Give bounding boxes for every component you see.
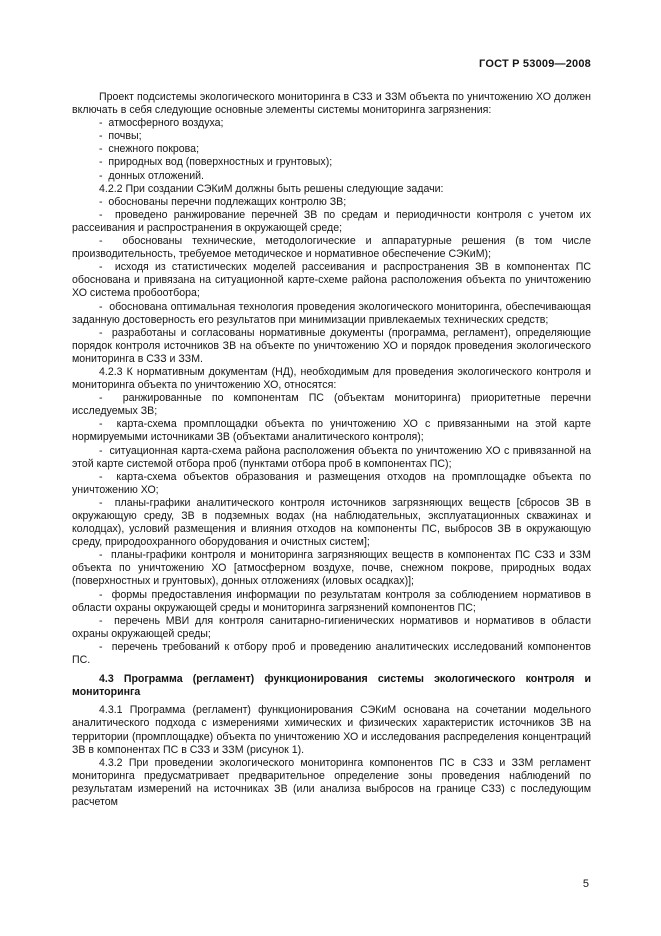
paragraph: 4.3.2 При проведении экологического мониторинга компонентов ПС в СЗЗ и ЗЗМ регламент мониторинга предусматривает предварительное определение зоны проведения наблюдений по результатам измерений на источниках ЗВ (или анализа выбросов на границе СЗЗ) с последующим расчетом xyxy=(72,756,591,808)
list-item: - обоснованы перечни подлежащих контролю ЗВ; xyxy=(99,195,347,208)
list-item: - природных вод (поверхностных и грунтовых); xyxy=(99,156,333,169)
list-item: - ранжированные по компонентам ПС (объектам мониторинга) приоритетные перечни исследуемых ЗВ; xyxy=(72,392,591,418)
paragraph: 4.2.2 При создании СЭКиМ должны быть решены следующие задачи: xyxy=(99,182,444,195)
list-item: - почвы; xyxy=(99,130,142,143)
list-item: - карта-схема объектов образования и размещения отходов на промплощадке объекта по уничтожению ХО; xyxy=(72,470,591,496)
list-item: - проведено ранжирование перечней ЗВ по средам и периодичности контроля с учетом их рассеивания и распространения в окружающей среде; xyxy=(72,208,591,234)
paragraph: 4.3.1 Программа (регламент) функционирования СЭКиМ основана на сочетании модельного аналитического подхода с измерениями химических и физических характеристик источников ЗВ на территории (промплощадке) объекта по уничтожению ХО и исследования распределения концентраций ЗВ в компонентах ПС в СЗЗ и ЗЗМ (рисунок 1). xyxy=(72,704,591,756)
page-number: 5 xyxy=(582,878,589,890)
document-body xyxy=(72,91,591,809)
list-item: - планы-графики аналитического контроля источников загрязняющих веществ [сбросов ЗВ в окружающую среду, ЗВ в подземных водах (на наблюдательных, эксплуатационных скважинах и колодцах), условий размещения и влияния отходов на компоненты ПС, выбросов ЗВ в окружающую среду, природоохранного оборудования и очистных систем]; xyxy=(72,496,591,549)
list-item: - планы-графики контроля и мониторинга загрязняющих веществ в компонентах ПС СЗЗ и ЗЗМ объекта по уничтожению ХО [атмосферном воздухе, почве, снежном покрове, природных водах (поверхностных и грунтовых), донных отложениях (иловых осадках)]; xyxy=(72,549,591,588)
list-item: - перечень МВИ для контроля санитарно-гигиенических нормативов и нормативов в области охраны окружающей среды; xyxy=(72,614,591,640)
paragraph: Проект подсистемы экологического мониторинга в СЗЗ и ЗЗМ объекта по уничтожению ХО должен включать в себя следующие основные элементы системы мониторинга загрязнения: xyxy=(72,91,591,117)
list-item: - перечень требований к отбору проб и проведению аналитических исследований компонентов ПС. xyxy=(72,640,591,667)
list-item: - ситуационная карта-схема района расположения объекта по уничтожению ХО с привязанной на этой карте системой отбора проб (пунктами отбора проб в компонентах ПС); xyxy=(72,444,591,470)
list-item: - разработаны и согласованы нормативные документы (программа, регламент), определяющие порядок контроля источников ЗВ на объекте по уничтожению ХО и порядок проведения экологического мониторинга в СЗЗ и ЗЗМ. xyxy=(72,326,591,365)
list-item: - донных отложений. xyxy=(99,169,205,182)
list-item: - снежного покрова; xyxy=(99,143,200,156)
list-item: - формы предоставления информации по результатам контроля за соблюдением нормативов в области охраны окружающей среды и мониторинга загрязнений компонентов ПС; xyxy=(72,588,591,614)
list-item: - обоснованы технические, методологические и аппаратурные решения (в том числе производительность, требуемое методическое и нормативное обеспечение СЭКиМ); xyxy=(72,235,591,261)
list-item: - обоснована оптимальная технология проведения экологического мониторинга, обеспечивающая заданную достоверность его результатов при минимизации привлекаемых технических средств; xyxy=(72,300,591,326)
document-number: ГОСТ Р 53009—2008 xyxy=(479,58,591,70)
section-heading: 4.3 Программа (регламент) функционирования системы экологического контроля и мониторинга xyxy=(72,673,591,699)
list-item: - исходя из статистических моделей рассеивания и распространения ЗВ в компонентах ПС обоснована и привязана на ситуационной карте-схеме района расположения объекта по уничтожению ХО система пробоотбора; xyxy=(72,261,591,300)
paragraph: 4.2.3 К нормативным документам (НД), необходимым для проведения экологического контроля и мониторинга объекта по уничтожению ХО, относятся: xyxy=(72,365,591,392)
list-item: - карта-схема промплощадки объекта по уничтожению ХО с привязанными на этой карте нормируемыми источниками ЗВ (объектами аналитического контроля); xyxy=(72,418,591,444)
list-item: - атмосферного воздуха; xyxy=(99,117,224,130)
